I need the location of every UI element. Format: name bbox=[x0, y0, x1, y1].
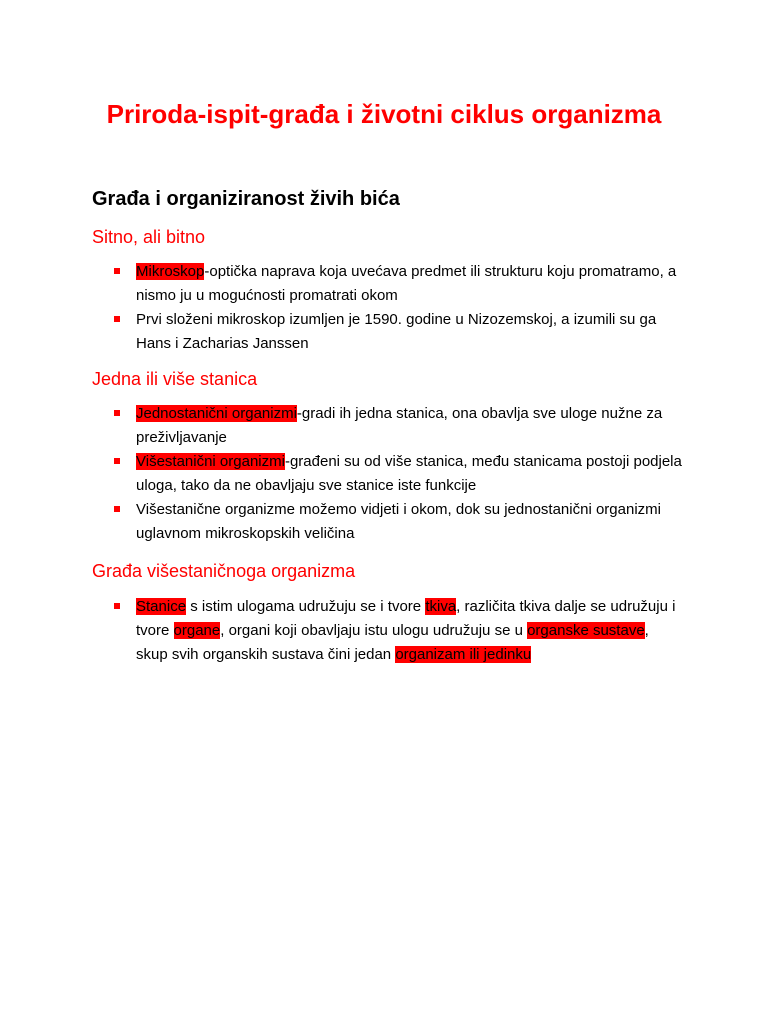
square-bullet-icon bbox=[114, 316, 120, 322]
subheading-stanice: Jedna ili više stanica bbox=[92, 369, 258, 389]
list-item bbox=[92, 450, 682, 498]
item-text: Višestanične organizme možemo vidjeti i okom, dok su jednostanični organizmi uglavnom mikroskopskih veličina bbox=[136, 501, 661, 542]
document-title: Priroda-ispit-građa i životni ciklus organizma bbox=[106, 99, 662, 129]
highlighted-term: organizam ili jedinku bbox=[395, 646, 532, 663]
item-text: -gradi ih jedna stanica, ona obavlja sve uloge nužne za preživljavanje bbox=[136, 405, 663, 446]
highlighted-term: Višestanični organizmi bbox=[136, 453, 285, 470]
item-text: , skup svih organskih sustava čini jedan bbox=[136, 622, 649, 663]
item-text: Prvi složeni mikroskop izumljen je 1590. godine u Nizozemskoj, a izumili su ga Hans i Zacharias Janssen bbox=[136, 311, 657, 352]
square-bullet-icon bbox=[114, 410, 120, 416]
square-bullet-icon bbox=[114, 268, 120, 274]
item-text: s istim ulogama udružuju se i tvore bbox=[186, 598, 426, 615]
item-text: -građeni su od više stanica, među stanicama postoji podjela uloga, tako da ne obavljaju sve stanice iste funkcije bbox=[136, 453, 682, 494]
list-item bbox=[92, 260, 682, 308]
highlighted-term: Stanice bbox=[136, 598, 187, 615]
list-item bbox=[92, 595, 682, 667]
subheading-sitno: Sitno, ali bitno bbox=[92, 227, 206, 247]
square-bullet-icon bbox=[114, 458, 120, 464]
highlighted-term: organske sustave bbox=[527, 622, 645, 639]
section-heading: Građa i organiziranost živih bića bbox=[92, 188, 400, 210]
item-text: , organi koji obavljaju istu ulogu udružuju se u bbox=[220, 622, 528, 639]
list-item bbox=[92, 498, 682, 546]
bullet-list-sitno bbox=[92, 260, 682, 356]
highlighted-term: tkiva bbox=[425, 598, 457, 615]
highlighted-term: Jednostanični organizmi bbox=[136, 405, 297, 422]
item-text: , različita tkiva dalje se udružuju i tvore bbox=[136, 598, 676, 639]
highlighted-term: Mikroskop bbox=[136, 263, 205, 280]
bullet-list-stanice bbox=[92, 402, 682, 546]
square-bullet-icon bbox=[114, 603, 120, 609]
subheading-grada: Građa višestaničnoga organizma bbox=[92, 561, 356, 581]
item-text: -optička naprava koja uvećava predmet ili strukturu koju promatramo, a nismo ju u mogućnosti promatrati okom bbox=[136, 263, 677, 304]
list-item bbox=[92, 308, 682, 356]
highlighted-term: organe bbox=[173, 622, 221, 639]
list-item bbox=[92, 402, 682, 450]
square-bullet-icon bbox=[114, 506, 120, 512]
bullet-list-grada bbox=[92, 595, 682, 667]
